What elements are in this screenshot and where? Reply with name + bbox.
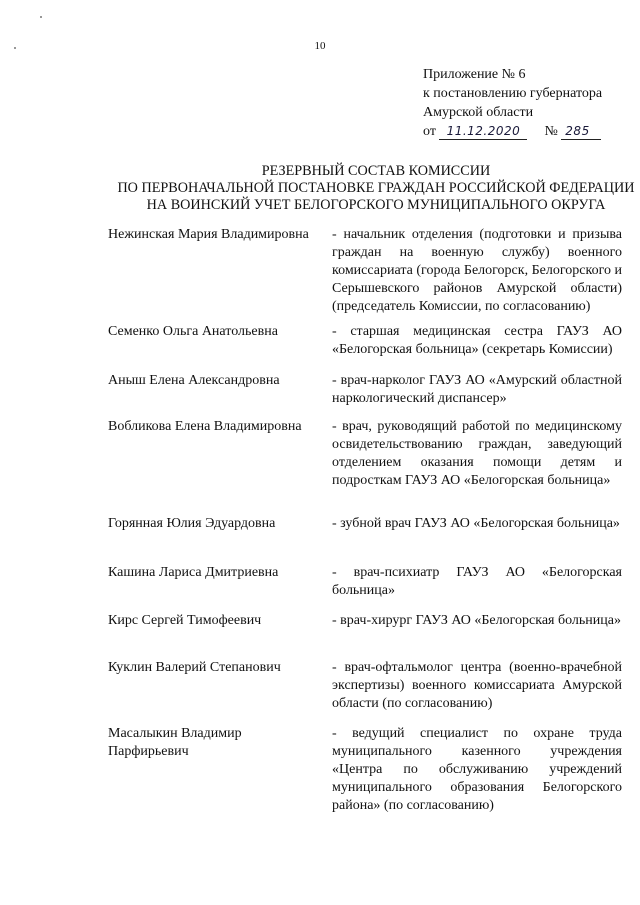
appendix-date-line bbox=[423, 122, 602, 141]
title-line-3: НА ВОИНСКИЙ УЧЕТ БЕЛОГОРСКОГО МУНИЦИПАЛЬНОГО ОКРУГА bbox=[146, 197, 606, 213]
member-name: Кашина Лариса Дмитриевна bbox=[108, 565, 279, 580]
document-title bbox=[0, 163, 640, 214]
member-role: - врач-хирург ГАУЗ АО «Белогорская больница» bbox=[332, 613, 621, 628]
scan-speck bbox=[40, 16, 42, 18]
member-name: Аныш Елена Александровна bbox=[108, 373, 280, 388]
date-prefix: от bbox=[423, 124, 436, 139]
member-name: Вобликова Елена Владимировна bbox=[108, 419, 302, 434]
handwritten-date: 11.12.2020 bbox=[439, 124, 527, 140]
member-name: Горянная Юлия Эдуардовна bbox=[108, 516, 276, 531]
member-role: - зубной врач ГАУЗ АО «Белогорская больница» bbox=[332, 516, 620, 531]
member-role: - врач, руководящий работой по медицинскому освидетельствованию граждан, заведующий отделением оказания помощи детям и подросткам ГАУЗ АО «Белогорская больница» bbox=[332, 419, 622, 488]
member-role: - врач-психиатр ГАУЗ АО «Белогорская больница» bbox=[332, 565, 622, 598]
member-name: Масалыкин Владимир Парфирьевич bbox=[108, 726, 242, 759]
appendix-block bbox=[423, 65, 602, 141]
page-number: 10 bbox=[314, 40, 326, 52]
member-name: Семенко Ольга Анатольевна bbox=[108, 324, 278, 339]
member-role: - старшая медицинская сестра ГАУЗ АО «Белогорская больница» (секретарь Комиссии) bbox=[332, 324, 622, 357]
appendix-decree-line: к постановлению губернатора bbox=[423, 86, 603, 101]
member-role: - врач-нарколог ГАУЗ АО «Амурский областной наркологический диспансер» bbox=[332, 373, 622, 406]
member-role: - врач-офтальмолог центра (военно-врачебной экспертизы) военного комиссариата Амурской области (по согласованию) bbox=[332, 660, 622, 711]
member-role: - ведущий специалист по охране труда муниципального казенного учреждения «Центра по обслуживанию учреждений муниципального образования Белогорского района» (по согласованию) bbox=[332, 726, 622, 813]
number-prefix: № bbox=[544, 124, 558, 139]
appendix-title: Приложение № 6 bbox=[423, 67, 526, 82]
title-line-2: ПО ПЕРВОНАЧАЛЬНОЙ ПОСТАНОВКЕ ГРАЖДАН РОССИЙСКОЙ ФЕДЕРАЦИИ bbox=[117, 180, 635, 196]
title-line-1: РЕЗЕРВНЫЙ СОСТАВ КОМИССИИ bbox=[261, 163, 491, 179]
member-role: - начальник отделения (подготовки и призыва граждан на военную службу) военного комиссариата (города Белогорск, Белогорского и Серышевского районов Амурской области) (председатель Комиссии, по согласованию) bbox=[332, 227, 622, 314]
appendix-region-line: Амурской области bbox=[423, 105, 534, 120]
member-name: Куклин Валерий Степанович bbox=[108, 660, 281, 675]
member-name: Кирс Сергей Тимофеевич bbox=[108, 613, 262, 628]
handwritten-number: 285 bbox=[561, 124, 601, 140]
member-name: Нежинская Мария Владимировна bbox=[108, 227, 309, 242]
